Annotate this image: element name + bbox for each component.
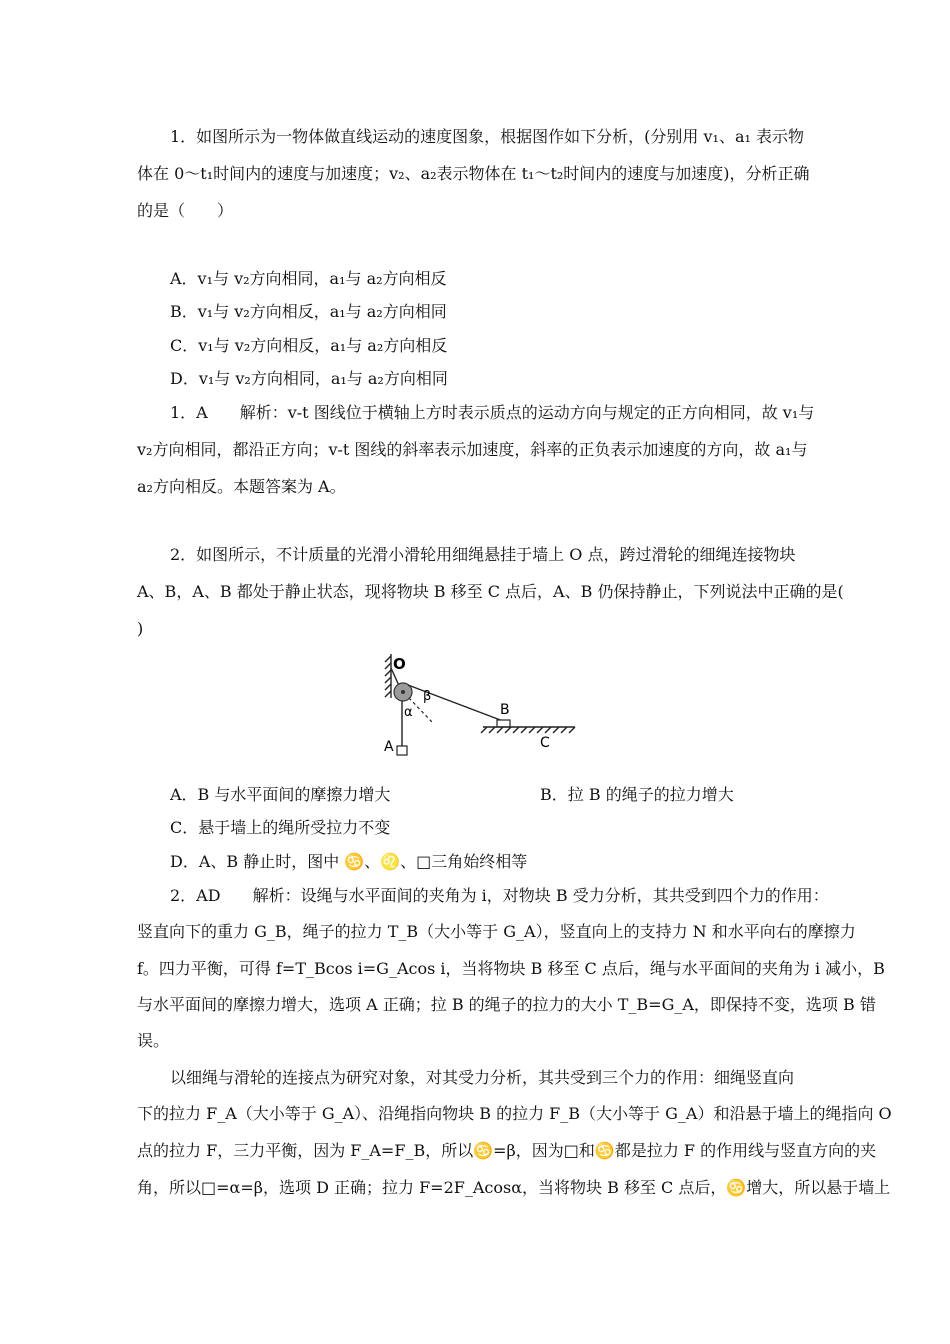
q2-answer-line-3: f。四力平衡，可得 f=T_Bcos i=G_Acos i，当将物块 B 移至 C 点后，绳与水平面间的夹角为 i 减小，B: [137, 959, 885, 978]
block-b: [497, 720, 510, 727]
q2-stem-line-3: ): [137, 619, 144, 638]
q2-stem-line-2: A、B，A、B 都处于静止状态，现将物块 B 移至 C 点后，A、B 仍保持静止，下列说法中正确的是(: [137, 582, 844, 601]
label-o: O: [393, 655, 406, 673]
q1-option-a: A．v₁与 v₂方向相同，a₁与 a₂方向相反: [170, 269, 447, 288]
q2-stem-line-1: 2．如图所示，不计质量的光滑小滑轮用细绳悬挂于墙上 O 点，跨过滑轮的细绳连接物块: [170, 545, 796, 564]
wall: [385, 654, 391, 698]
block-a: [397, 746, 407, 755]
q1-answer-line-1: 1．A 解析：v-t 图线位于横轴上方时表示质点的运动方向与规定的正方向相同，故 v₁与: [170, 403, 815, 422]
q1-option-d: D．v₁与 v₂方向相同，a₁与 a₂方向相同: [170, 369, 448, 388]
ground: [481, 727, 575, 733]
label-a: A: [384, 739, 394, 755]
q1-stem-line-3: 的是（ ）: [137, 201, 234, 220]
q2-answer-line-1: 2．AD 解析：设绳与水平面间的夹角为 i，对物块 B 受力分析，其共受到四个力的作用：: [170, 886, 829, 905]
q2-option-a: A．B 与水平面间的摩擦力增大: [170, 785, 391, 804]
q1-answer-line-3: a₂方向相反。本题答案为 A。: [137, 477, 346, 496]
q2-answer2-line-4: 角，所以□=α=β，选项 D 正确；拉力 F=2F_Acosα，当将物块 B 移至 C 点后，♋增大，所以悬于墙上: [137, 1178, 891, 1197]
pulley-diagram: [375, 650, 585, 760]
q2-answer-line-5: 误。: [137, 1031, 170, 1050]
q2-answer2-line-1: 以细绳与滑轮的连接点为研究对象，对其受力分析，其共受到三个力的作用：细绳竖直向: [170, 1068, 795, 1087]
q2-option-b: B．拉 B 的绳子的拉力增大: [540, 785, 734, 804]
q2-option-c: C．悬于墙上的绳所受拉力不变: [170, 818, 391, 837]
q2-answer-line-4: 与水平面间的摩擦力增大，选项 A 正确；拉 B 的绳子的拉力的大小 T_B=G_A，即保持不变，选项 B 错: [137, 995, 876, 1014]
q1-answer-line-2: v₂方向相同，都沿正方向；v-t 图线的斜率表示加速度，斜率的正负表示加速度的方向，故 a₁与: [137, 440, 808, 459]
q1-option-b: B．v₁与 v₂方向相反，a₁与 a₂方向相同: [170, 302, 447, 321]
q2-answer2-line-2: 下的拉力 F_A（大小等于 G_A）、沿绳指向物块 B 的拉力 F_B（大小等于 G_A）和沿悬于墙上的绳指向 O: [137, 1104, 892, 1123]
label-beta: β: [423, 689, 432, 704]
pulley-axle: [401, 690, 405, 694]
label-c: C: [540, 735, 550, 751]
q1-stem-line-2: 体在 0～t₁时间内的速度与加速度；v₂、a₂表示物体在 t₁～t₂时间内的速度与加速度)，分析正确: [137, 164, 810, 183]
q2-answer-line-2: 竖直向下的重力 G_B，绳子的拉力 T_B（大小等于 G_A），竖直向上的支持力 N 和水平向右的摩擦力: [137, 922, 856, 941]
q1-stem-line-1: 1．如图所示为一物体做直线运动的速度图象，根据图作如下分析，(分别用 v₁、a₁ 表示物: [170, 127, 805, 146]
q1-option-c: C．v₁与 v₂方向相反，a₁与 a₂方向相反: [170, 336, 448, 355]
q2-answer2-line-3: 点的拉力 F，三力平衡，因为 F_A=F_B，所以♋=β，因为□和♋都是拉力 F 的作用线与竖直方向的夹: [137, 1141, 877, 1160]
q2-option-d: D．A、B 静止时，图中 ♋、♌、□三角始终相等: [170, 852, 528, 871]
label-alpha: α: [404, 705, 413, 720]
label-b: B: [500, 702, 510, 718]
